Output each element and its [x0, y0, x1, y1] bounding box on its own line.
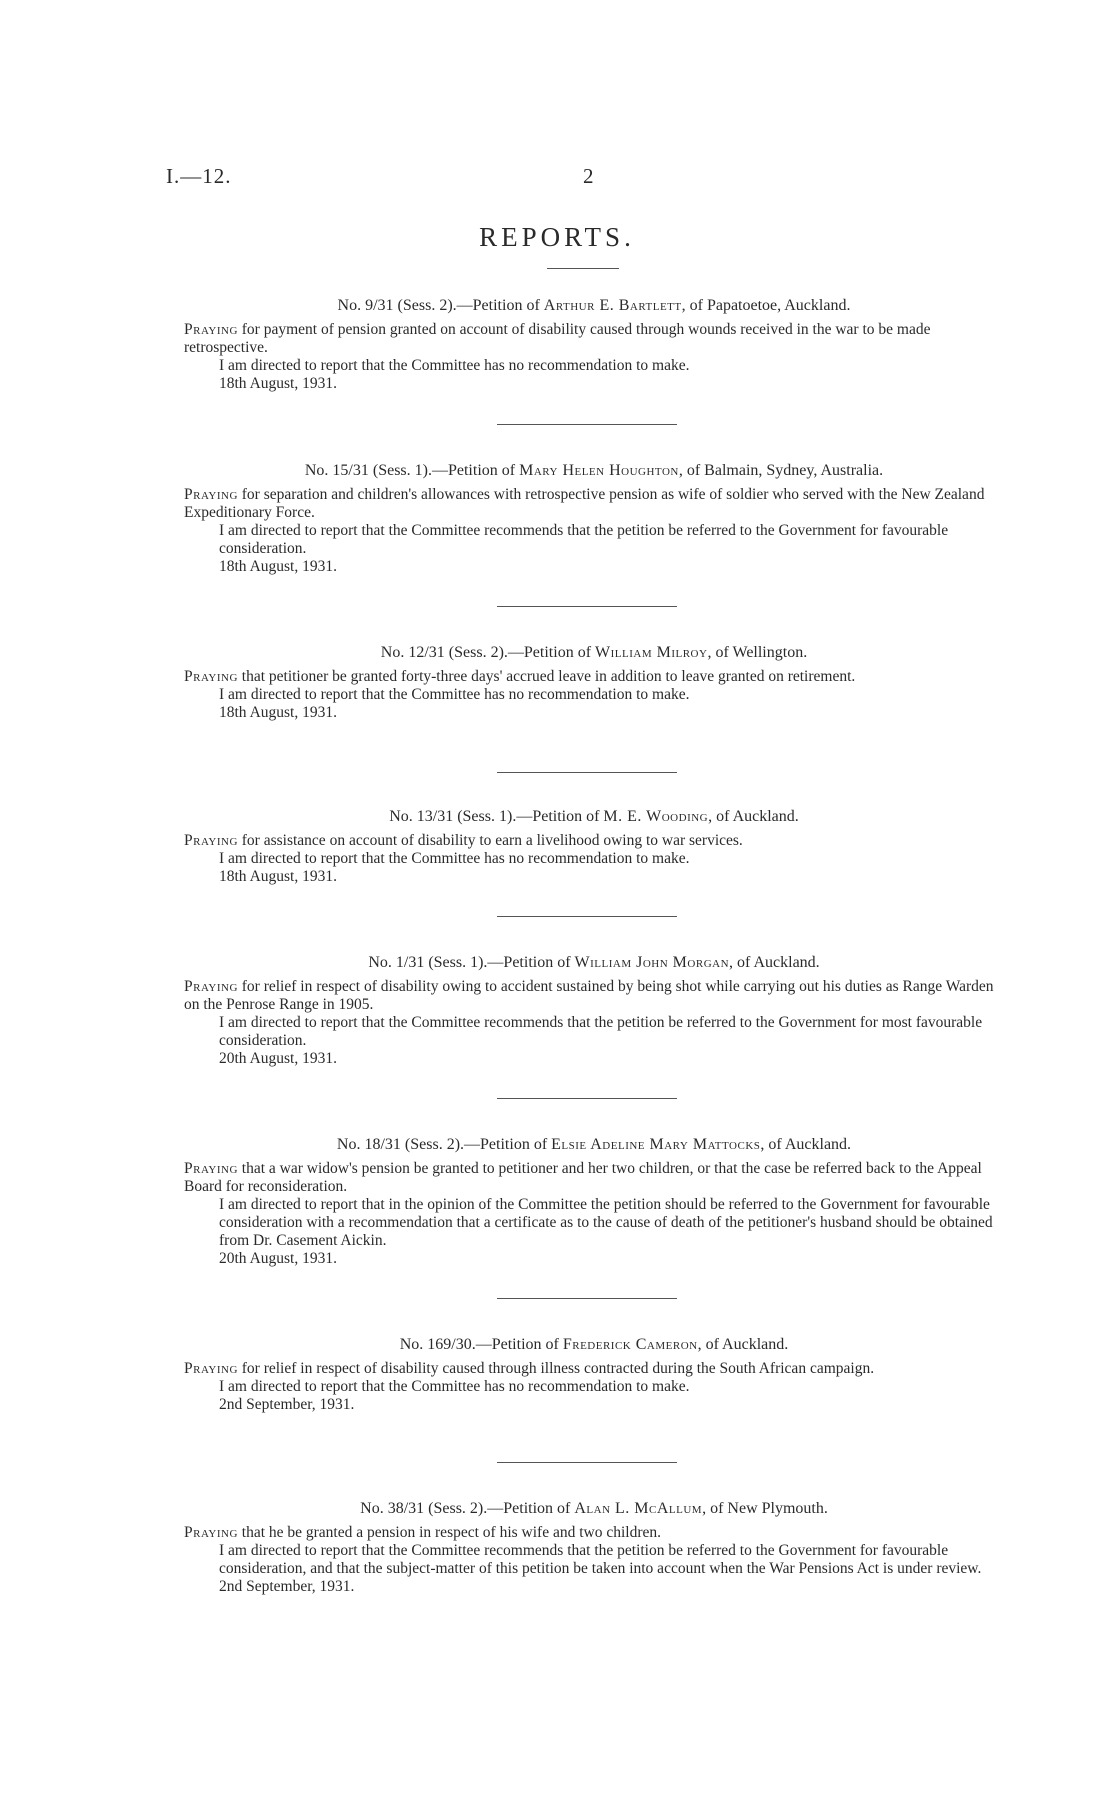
report-entry [184, 297, 1004, 393]
report-prayer: Praying for payment of pension granted on account of disability caused through wounds received in the war to be made retrospective. [184, 321, 931, 356]
petitioner-name: William Milroy [595, 644, 708, 661]
report-entry [184, 808, 1004, 886]
report-title: No. 38/31 (Sess. 2).—Petition of Alan L. McAllum, of New Plymouth. [360, 1500, 828, 1517]
petitioner-name: M. E. Wooding [603, 808, 709, 825]
report-date: 2nd September, 1931. [219, 1396, 355, 1413]
petitioner-name: Frederick Cameron [562, 1336, 698, 1353]
page-number: 2 [583, 164, 594, 188]
section-divider [497, 916, 677, 917]
report-finding: I am directed to report that the Committee recommends that the petition be referred to the Government for favourable consideration. [219, 522, 949, 557]
petitioner-name: Elsie Adeline Mary Mattocks [551, 1136, 761, 1153]
report-entry [184, 954, 1004, 1068]
report-finding: I am directed to report that the Committee has no recommendation to make. [219, 850, 690, 867]
report-finding: I am directed to report that the Committee recommends that the petition be referred to the Government for favourable consideration, and that the subject-matter of this petition be taken into account when the War Pensions Act is under review. [219, 1542, 982, 1577]
report-date: 2nd September, 1931. [219, 1578, 355, 1595]
report-entry [184, 462, 1004, 576]
report-date: 18th August, 1931. [219, 375, 337, 392]
section-divider [497, 1298, 677, 1299]
report-finding: I am directed to report that the Committee has no recommendation to make. [219, 357, 690, 374]
petitioner-name: Alan L. McAllum [574, 1500, 703, 1517]
report-title: No. 169/30.—Petition of Frederick Cameron, of Auckland. [399, 1336, 789, 1353]
petitioner-name: Mary Helen Houghton [519, 462, 679, 479]
page-reference: I.—12. [166, 164, 232, 188]
report-title: No. 9/31 (Sess. 2).—Petition of Arthur E. Bartlett, of Papatoetoe, Auckland. [337, 297, 851, 314]
report-date: 20th August, 1931. [219, 1250, 337, 1267]
report-finding: I am directed to report that the Committee recommends that the petition be referred to the Government for most favourable consideration. [219, 1014, 983, 1049]
report-finding: I am directed to report that the Committee has no recommendation to make. [219, 1378, 690, 1395]
petitioner-name: Arthur E. Bartlett [543, 297, 682, 314]
report-finding: I am directed to report that the Committee has no recommendation to make. [219, 686, 690, 703]
petitioner-name: William John Morgan [574, 954, 730, 971]
report-entry [184, 1500, 1004, 1596]
report-date: 18th August, 1931. [219, 704, 337, 721]
section-divider [497, 1462, 677, 1463]
section-divider [497, 772, 677, 773]
report-prayer: Praying that petitioner be granted forty-three days' accrued leave in addition to leave granted on retirement. [184, 668, 856, 685]
report-finding: I am directed to report that in the opinion of the Committee the petition should be referred to the Government for favourable consideration with a recommendation that a certificate as to the cause of death of the petitioner's husband should be obtained from Dr. Casement Aickin. [219, 1196, 993, 1249]
report-entry [184, 644, 1004, 722]
report-prayer: Praying that a war widow's pension be granted to petitioner and her two children, or that the case be referred back to the Appeal Board for reconsideration. [184, 1160, 982, 1195]
section-divider [497, 1098, 677, 1099]
page-heading: REPORTS. [479, 222, 635, 252]
report-title: No. 13/31 (Sess. 1).—Petition of M. E. Wooding, of Auckland. [389, 808, 799, 825]
section-divider [497, 424, 677, 425]
report-date: 18th August, 1931. [219, 558, 337, 575]
report-date: 18th August, 1931. [219, 868, 337, 885]
report-prayer: Praying for relief in respect of disability owing to accident sustained by being shot while carrying out his duties as Range Warden on the Penrose Range in 1905. [184, 978, 994, 1013]
report-entry [184, 1336, 1004, 1414]
heading-divider [547, 268, 619, 269]
report-entry [184, 1136, 1004, 1268]
report-title: No. 18/31 (Sess. 2).—Petition of Elsie Adeline Mary Mattocks, of Auckland. [336, 1136, 852, 1153]
report-prayer: Praying that he be granted a pension in respect of his wife and two children. [184, 1524, 661, 1541]
report-title: No. 1/31 (Sess. 1).—Petition of William John Morgan, of Auckland. [368, 954, 820, 971]
report-prayer: Praying for assistance on account of disability to earn a livelihood owing to war services. [184, 832, 743, 849]
report-date: 20th August, 1931. [219, 1050, 337, 1067]
report-prayer: Praying for relief in respect of disability caused through illness contracted during the South African campaign. [184, 1360, 875, 1377]
report-prayer: Praying for separation and children's allowances with retrospective pension as wife of soldier who served with the New Zealand Expeditionary Force. [184, 486, 985, 521]
report-title: No. 12/31 (Sess. 2).—Petition of William Milroy, of Wellington. [380, 644, 808, 661]
report-title: No. 15/31 (Sess. 1).—Petition of Mary Helen Houghton, of Balmain, Sydney, Australia. [304, 462, 884, 479]
section-divider [497, 606, 677, 607]
